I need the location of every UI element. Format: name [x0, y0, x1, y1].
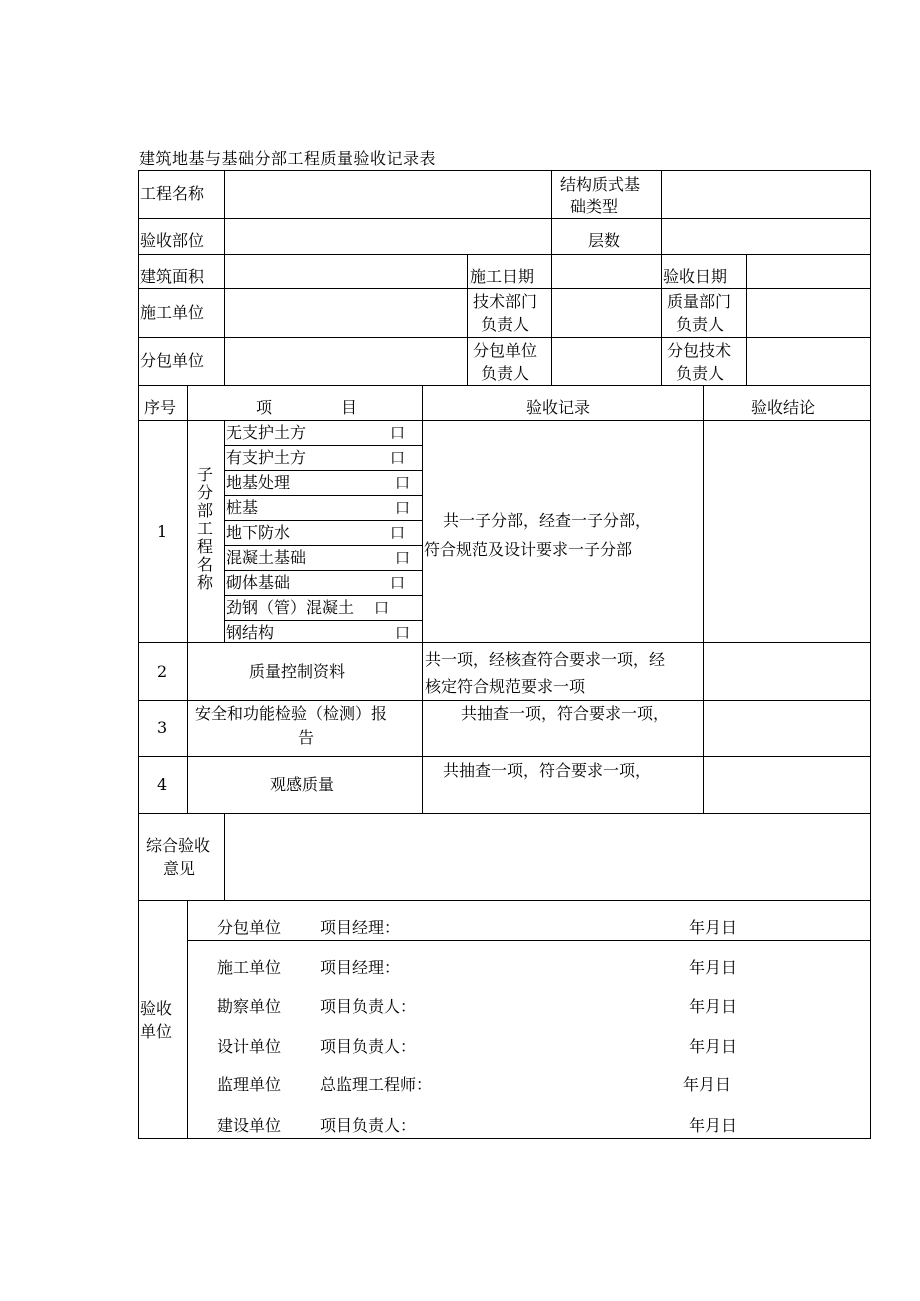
- h-line: [138, 813, 871, 814]
- signoff-group-label: 验收: [140, 999, 173, 1018]
- row-2-no: 2: [157, 662, 168, 681]
- col-item-header: 项: [256, 398, 273, 417]
- sub-unit-head-value[interactable]: [553, 339, 660, 384]
- tech-dept-label: 负责人: [481, 315, 530, 334]
- checkbox-icon[interactable]: 口: [395, 499, 411, 517]
- construction-date-label: 施工日期: [470, 267, 535, 286]
- checkbox-icon[interactable]: 口: [390, 574, 406, 592]
- h-line: [138, 337, 871, 338]
- v-line: [224, 813, 225, 901]
- h-line: [138, 756, 871, 757]
- v-line: [551, 170, 552, 255]
- signoff-date: 年月日: [689, 1037, 738, 1056]
- checkbox-icon[interactable]: 口: [374, 599, 390, 617]
- sub-item-label: 劲钢（管）混凝土: [226, 598, 355, 617]
- row-2-record: 核定符合规范要求一项: [425, 677, 586, 696]
- acceptance-date-label: 验收日期: [663, 267, 728, 286]
- checkbox-icon[interactable]: 口: [390, 449, 406, 467]
- col-record-header: 验收记录: [526, 398, 591, 417]
- sub-item-label: 混凝土基础: [226, 548, 307, 567]
- row-4-record: 共抽查一项，符合要求一项，: [443, 761, 652, 780]
- signoff-role: 项目经理：: [320, 958, 401, 977]
- signoff-unit: 施工单位: [217, 958, 282, 977]
- signoff-role: 项目经理：: [320, 918, 401, 937]
- row-3-no: 3: [157, 718, 168, 737]
- sub-tech-head-label: 分包技术: [667, 341, 732, 360]
- summary-label: 意见: [163, 859, 196, 878]
- v-line: [746, 254, 747, 386]
- subcontractor-label: 分包单位: [140, 351, 205, 370]
- h-line: [138, 218, 871, 219]
- checkbox-icon[interactable]: 口: [390, 424, 406, 442]
- v-line: [551, 254, 552, 386]
- signoff-date: 年月日: [689, 997, 738, 1016]
- col-item-header: 目: [341, 398, 358, 417]
- checkbox-icon[interactable]: 口: [395, 624, 411, 642]
- v-line: [661, 170, 662, 255]
- summary-label: 综合验收: [146, 836, 211, 855]
- signoff-unit: 建设单位: [217, 1116, 282, 1135]
- sub-item-label: 钢结构: [226, 623, 275, 642]
- signoff-date: 年月日: [683, 1075, 732, 1094]
- sub-unit-head-label: 负责人: [481, 364, 530, 383]
- v-line: [187, 385, 188, 814]
- subcontractor-value[interactable]: [226, 339, 466, 384]
- signoff-unit: 设计单位: [217, 1037, 282, 1056]
- signoff-unit: 分包单位: [217, 918, 282, 937]
- row-4-no: 4: [157, 775, 168, 794]
- h-line: [187, 940, 871, 941]
- v-line: [422, 385, 423, 814]
- quality-dept-label: 质量部门: [667, 292, 732, 311]
- v-line: [703, 385, 704, 814]
- project-name-value[interactable]: [226, 172, 550, 217]
- v-line: [661, 254, 662, 386]
- tech-dept-value[interactable]: [553, 290, 660, 336]
- signoff-role: 项目负责人：: [320, 997, 417, 1016]
- summary-opinion-value[interactable]: [226, 815, 869, 899]
- structure-type-label: 础类型: [570, 197, 619, 216]
- row-3-item: 安全和功能检验（检测）报: [195, 704, 388, 723]
- col-conclusion-header: 验收结论: [751, 398, 816, 417]
- contractor-value[interactable]: [226, 290, 466, 336]
- row-3-conclusion[interactable]: [705, 702, 869, 755]
- h-line: [138, 254, 871, 255]
- structure-type-label: 结构质式基: [560, 175, 641, 194]
- signoff-date: 年月日: [689, 958, 738, 977]
- sub-unit-head-label: 分包单位: [473, 341, 538, 360]
- sub-division-group-label: 子分部工程名称: [196, 465, 213, 592]
- sub-tech-head-value[interactable]: [748, 339, 869, 384]
- sub-tech-head-label: 负责人: [676, 364, 725, 383]
- structure-type-value[interactable]: [663, 172, 869, 217]
- acceptance-date-value[interactable]: [748, 256, 869, 287]
- row-4-conclusion[interactable]: [705, 758, 869, 812]
- sub-item-label: 有支护土方: [226, 448, 307, 467]
- checkbox-icon[interactable]: 口: [395, 474, 411, 492]
- row-2-conclusion[interactable]: [705, 644, 869, 699]
- row-1-conclusion[interactable]: [705, 422, 869, 641]
- row-2-item: 质量控制资料: [249, 662, 346, 681]
- sub-item-label: 桩基: [226, 498, 259, 517]
- sub-item-label: 地下防水: [226, 523, 291, 542]
- acceptance-part-label: 验收部位: [140, 231, 205, 250]
- row-1-record: 共一子分部，经查一子分部，: [443, 511, 652, 530]
- row-3-record: 共抽查一项，符合要求一项，: [461, 704, 670, 723]
- sub-item-label: 砌体基础: [226, 573, 291, 592]
- checkbox-icon[interactable]: 口: [395, 549, 411, 567]
- col-no-header: 序号: [144, 398, 177, 417]
- sub-item-label: 无支护土方: [226, 423, 307, 442]
- signoff-date: 年月日: [689, 1116, 738, 1135]
- h-line: [138, 700, 871, 701]
- row-3-item: 告: [298, 728, 315, 747]
- signoff-role: 项目负责人：: [320, 1037, 417, 1056]
- signoff-date: 年月日: [689, 918, 738, 937]
- row-2-record: 共一项，经核查符合要求一项，经: [425, 650, 666, 669]
- v-line: [467, 254, 468, 386]
- signoff-role: 项目负责人：: [320, 1116, 417, 1135]
- project-name-label: 工程名称: [140, 184, 205, 203]
- building-area-value[interactable]: [226, 256, 466, 287]
- acceptance-part-value[interactable]: [226, 220, 550, 253]
- signoff-role: 总监理工程师：: [320, 1075, 433, 1094]
- v-line: [224, 170, 225, 386]
- checkbox-icon[interactable]: 口: [390, 524, 406, 542]
- row-1-no: 1: [157, 522, 168, 541]
- form-title: 建筑地基与基础分部工程质量验收记录表: [139, 149, 437, 168]
- sub-item-label: 地基处理: [226, 473, 291, 492]
- building-area-label: 建筑面积: [140, 267, 205, 286]
- signoff-unit: 监理单位: [217, 1075, 282, 1094]
- v-line: [187, 900, 188, 1139]
- v-line: [224, 420, 225, 643]
- h-line: [138, 900, 871, 901]
- signoff-group-label: 单位: [140, 1022, 173, 1041]
- quality-dept-label: 负责人: [676, 315, 725, 334]
- construction-date-value[interactable]: [553, 256, 660, 287]
- signoff-unit: 勘察单位: [217, 997, 282, 1016]
- row-4-item: 观感质量: [270, 775, 335, 794]
- contractor-label: 施工单位: [140, 303, 205, 322]
- floors-value[interactable]: [663, 220, 869, 253]
- tech-dept-label: 技术部门: [473, 292, 538, 311]
- floors-label: 层数: [588, 231, 621, 250]
- quality-dept-value[interactable]: [748, 290, 869, 336]
- row-1-record: 符合规范及设计要求一子分部: [424, 540, 633, 559]
